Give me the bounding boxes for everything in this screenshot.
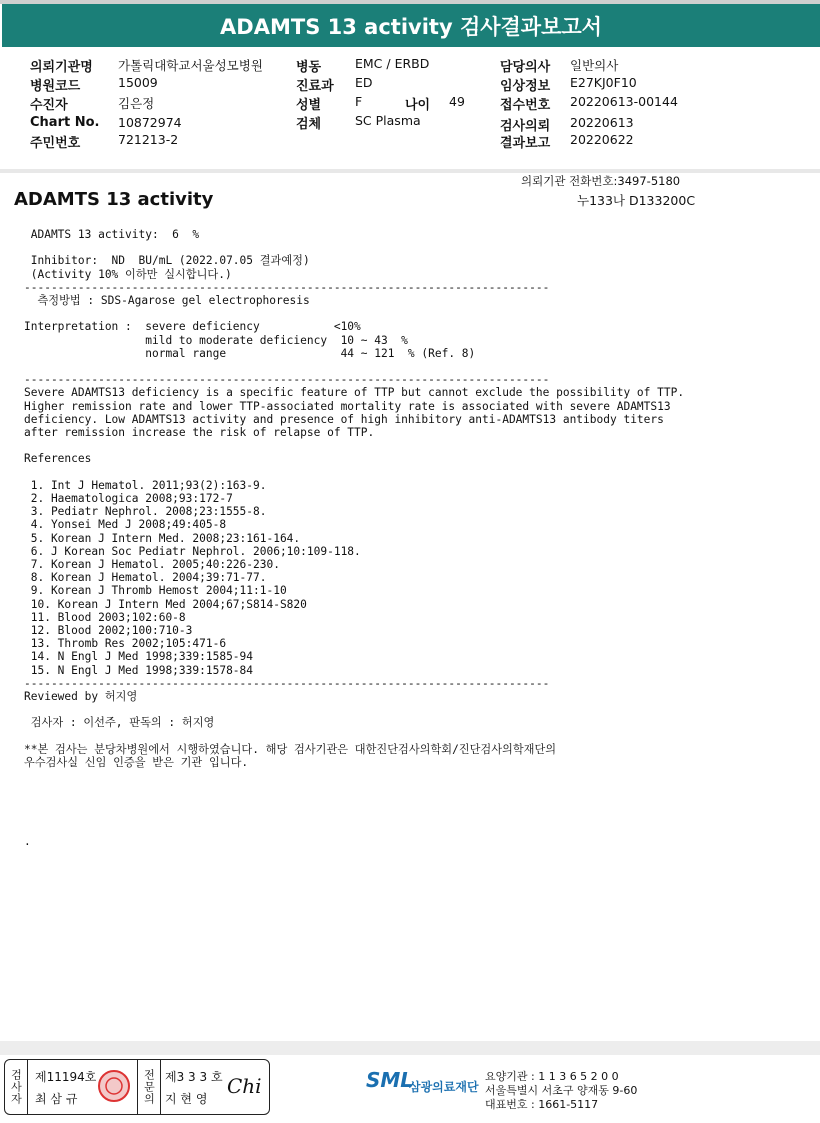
report-line: after remission increase the risk of relapse of TTP. bbox=[24, 426, 375, 439]
info-value: 20220622 bbox=[570, 132, 634, 147]
info-label: 접수번호 bbox=[500, 98, 551, 113]
report-line: ------------------------------------------------------------------------------ bbox=[24, 676, 550, 690]
signer-name: 최 삼 규 bbox=[35, 1092, 78, 1106]
address: 서울특별시 서초구 양재동 9-60 bbox=[485, 1084, 638, 1097]
report-line: 측정방법 : SDS-Agarose gel electrophoresis bbox=[24, 294, 310, 307]
report-line: . bbox=[24, 835, 31, 849]
license-number: 제11194호 bbox=[35, 1070, 97, 1084]
report-line: 15. N Engl J Med 1998;339:1578-84 bbox=[24, 663, 254, 677]
footer-divider bbox=[0, 1041, 820, 1055]
info-label: 검체 bbox=[296, 117, 322, 132]
contact-phone: 의뢰기관 전화번호:3497-5180 bbox=[521, 174, 681, 188]
info-label: 수진자 bbox=[30, 98, 68, 113]
info-label: 나이 bbox=[405, 98, 431, 113]
signature-box bbox=[4, 1059, 270, 1115]
report-line: 5. Korean J Intern Med. 2008;23:161-164. bbox=[24, 531, 301, 545]
phone-number: 대표번호 : 1661-5117 bbox=[485, 1098, 599, 1111]
info-label: Chart No. bbox=[30, 115, 100, 130]
info-label: 임상정보 bbox=[500, 79, 551, 94]
report-line: 10. Korean J Intern Med 2004;67;S814-S820 bbox=[24, 597, 307, 611]
info-value: ED bbox=[355, 75, 373, 90]
registration-number: 요양기관 : 1 1 3 6 5 2 0 0 bbox=[485, 1070, 619, 1083]
report-line: ADAMTS 13 activity: 6 % bbox=[24, 228, 200, 241]
info-label: 병동 bbox=[296, 60, 322, 75]
report-line: Higher remission rate and lower TTP-associated mortality rate is associated with severe ADAMTS13 bbox=[24, 399, 671, 413]
report-line: Severe ADAMTS13 deficiency is a specific feature of TTP but cannot exclude the possibility of TTP. bbox=[24, 386, 685, 400]
info-value: 721213-2 bbox=[118, 132, 179, 147]
sml-logo: SML bbox=[366, 1068, 414, 1092]
seal-icon bbox=[97, 1069, 131, 1103]
info-value: 20220613-00144 bbox=[570, 94, 678, 109]
info-label: 검사의뢰 bbox=[500, 119, 551, 134]
info-value: F bbox=[355, 94, 363, 109]
org-name: 삼광의료재단 bbox=[409, 1080, 479, 1094]
stamp-label: 전문의 bbox=[137, 1060, 161, 1114]
info-value: EMC / ERBD bbox=[355, 56, 430, 71]
divider bbox=[0, 169, 820, 173]
report-line: ------------------------------------------------------------------------------ bbox=[24, 280, 550, 294]
info-label: 진료과 bbox=[296, 79, 334, 94]
patient-info-panel bbox=[0, 47, 820, 169]
report-line: 11. Blood 2003;102:60-8 bbox=[24, 610, 186, 624]
report-line: 6. J Korean Soc Pediatr Nephrol. 2006;10:109-118. bbox=[24, 544, 361, 558]
info-label: 성별 bbox=[296, 98, 322, 113]
report-line: 3. Pediatr Nephrol. 2008;23:1555-8. bbox=[24, 505, 267, 519]
info-label: 결과보고 bbox=[500, 136, 551, 151]
report-line: 우수검사실 신임 인증을 받은 기관 입니다. bbox=[24, 756, 249, 769]
report-line: Reviewed by 허지영 bbox=[24, 690, 138, 703]
signature: Chi bbox=[227, 1074, 262, 1098]
info-value: SC Plasma bbox=[355, 113, 421, 128]
info-label: 병원코드 bbox=[30, 79, 81, 94]
report-line: Interpretation : severe deficiency <10% bbox=[24, 320, 361, 334]
info-value: 20220613 bbox=[570, 115, 634, 130]
section-title: ADAMTS 13 activity bbox=[14, 189, 214, 210]
info-value: 일반의사 bbox=[570, 58, 619, 73]
signer-name: 지 현 영 bbox=[165, 1092, 208, 1106]
report-title: ADAMTS 13 activity 검사결과보고서 bbox=[2, 4, 820, 47]
report-line: 7. Korean J Hematol. 2005;40:226-230. bbox=[24, 558, 280, 571]
stamp-label: 검사자 bbox=[5, 1060, 28, 1114]
license-number: 제3 3 3 호 bbox=[165, 1070, 223, 1084]
info-value: 10872974 bbox=[118, 115, 182, 130]
report-line: normal range 44 ~ 121 % (Ref. 8) bbox=[24, 346, 476, 360]
report-line: 4. Yonsei Med J 2008;49:405-8 bbox=[24, 518, 227, 532]
info-value: 49 bbox=[449, 94, 465, 109]
report-line: References bbox=[24, 452, 92, 466]
report-line: ------------------------------------------------------------------------------ bbox=[24, 373, 550, 387]
report-line: 검사자 : 이선주, 판독의 : 허지영 bbox=[24, 716, 215, 730]
info-label: 담당의사 bbox=[500, 60, 551, 75]
report-line: 1. Int J Hematol. 2011;93(2):163-9. bbox=[24, 478, 267, 492]
report-line: (Activity 10% 이하만 실시합니다.) bbox=[24, 267, 232, 281]
info-value: 15009 bbox=[118, 75, 158, 90]
report-line: 2. Haematologica 2008;93:172-7 bbox=[24, 492, 233, 505]
info-value: 가톨릭대학교서울성모병원 bbox=[118, 58, 263, 73]
report-line: **본 검사는 분당차병원에서 시행하였습니다. 해당 검사기관은 대한진단검사의학회/진단검사의학재단의 bbox=[24, 742, 557, 756]
info-value: E27KJ0F10 bbox=[570, 75, 637, 90]
report-line: 12. Blood 2002;100:710-3 bbox=[24, 624, 193, 637]
report-line: Inhibitor: ND BU/mL (2022.07.05 결과예정) bbox=[24, 254, 310, 268]
report-line: 13. Thromb Res 2002;105:471-6 bbox=[24, 637, 227, 651]
info-label: 의뢰기관명 bbox=[30, 60, 93, 75]
report-line: 8. Korean J Hematol. 2004;39:71-77. bbox=[24, 571, 267, 585]
info-label: 주민번호 bbox=[30, 136, 81, 151]
report-line: mild to moderate deficiency 10 ~ 43 % bbox=[24, 333, 408, 347]
report-line: deficiency. Low ADAMTS13 activity and presence of high inhibitory anti-ADAMTS13 antibody titers bbox=[24, 412, 664, 426]
report-line: 14. N Engl J Med 1998;339:1585-94 bbox=[24, 650, 254, 664]
patient-code: 누133나 D133200C bbox=[577, 193, 696, 208]
report-line: 9. Korean J Thromb Hemost 2004;11:1-10 bbox=[24, 584, 287, 598]
info-value: 김은정 bbox=[118, 96, 155, 111]
